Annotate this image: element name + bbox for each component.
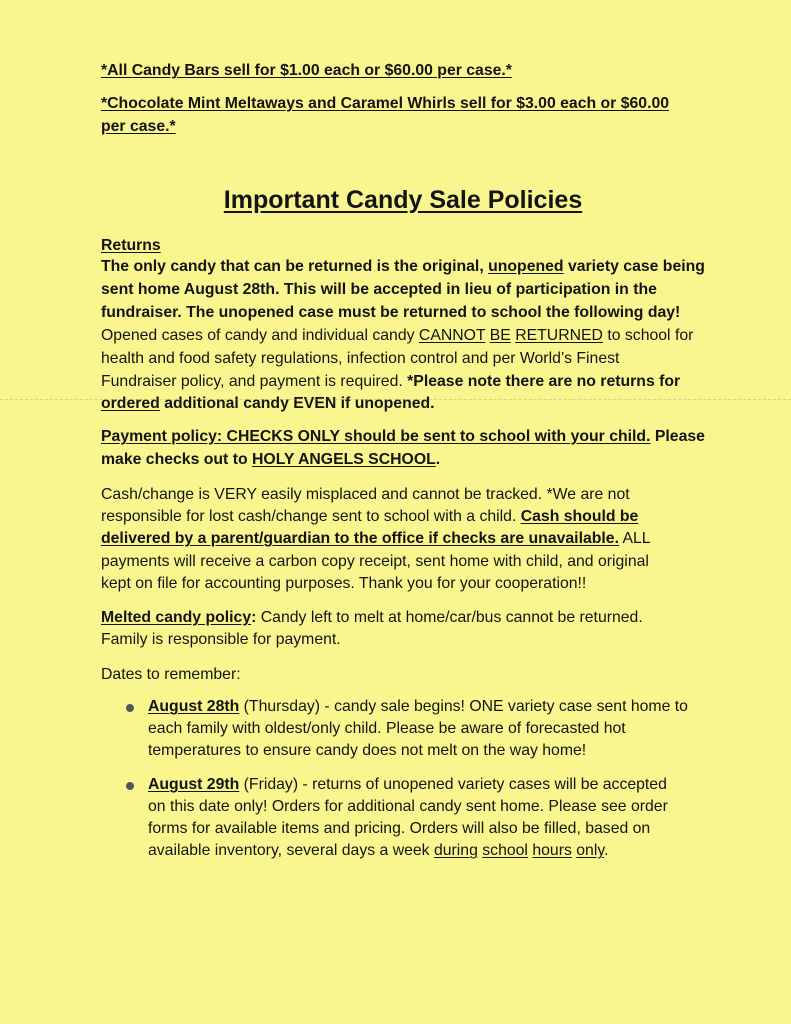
page-title: Important Candy Sale Policies (223, 186, 583, 214)
cash-para-line-2: responsible for lost cash/change sent to school with a child. Cash should be (101, 508, 639, 525)
date-aug29-line-4: available inventory, several days a week during school hours only. (148, 842, 609, 859)
payment-policy-line-1: Payment policy: CHECKS ONLY should be sent to school with your child. Please (101, 428, 705, 445)
returns-line-3: fundraiser. The unopened case must be returned to school the following day! (101, 304, 681, 321)
date-aug29-line-2: on this date only! Orders for additional candy sent home. Please see order (148, 798, 668, 815)
returns-line-6: Fundraiser policy, and payment is required. *Please note there are no returns for (101, 373, 681, 390)
fold-line (0, 399, 791, 400)
date-aug28-line-2: each family with oldest/only child. Please be aware of forecasted hot (148, 720, 626, 737)
cash-para-line-4: payments will receive a carbon copy receipt, sent home with child, and original (101, 553, 649, 570)
cash-para-line-5: kept on file for accounting purposes. Thank you for your cooperation!! (101, 575, 587, 592)
dates-heading: Dates to remember: (101, 666, 241, 683)
mint-caramel-price-line1: *Chocolate Mint Meltaways and Caramel Whirls sell for $3.00 each or $60.00 (101, 95, 670, 112)
returns-line-2: sent home August 28th. This will be accepted in lieu of participation in the (101, 281, 657, 298)
date-aug29-line-1: August 29th (Friday) - returns of unopened variety cases will be accepted (148, 776, 667, 793)
cash-para-line-1: Cash/change is VERY easily misplaced and cannot be tracked. *We are not (101, 486, 630, 503)
bullet-icon (126, 782, 134, 790)
mint-caramel-price-line2: per case.* (101, 118, 176, 135)
returns-heading: Returns (101, 237, 161, 254)
bullet-icon (126, 704, 134, 712)
payment-policy-line-2: make checks out to HOLY ANGELS SCHOOL. (101, 451, 441, 468)
candy-bar-price: *All Candy Bars sell for $1.00 each or $60.00 per case.* (101, 62, 512, 79)
returns-line-7: ordered additional candy EVEN if unopened. (101, 395, 435, 412)
melted-policy-line-2: Family is responsible for payment. (101, 631, 341, 648)
returns-line-4: Opened cases of candy and individual candy CANNOT BE RETURNED to school for (101, 327, 694, 344)
date-aug29-line-3: forms for available items and pricing. Orders will also be filled, based on (148, 820, 651, 837)
melted-policy-line-1: Melted candy policy: Candy left to melt at home/car/bus cannot be returned. (101, 609, 643, 626)
returns-line-1: The only candy that can be returned is the original, unopened variety case being (101, 258, 705, 275)
cash-para-line-3: delivered by a parent/guardian to the office if checks are unavailable. ALL (101, 530, 651, 547)
returns-line-5: health and food safety regulations, infection control and per World’s Finest (101, 350, 620, 367)
date-aug28-line-3: temperatures to ensure candy does not melt on the way home! (148, 742, 587, 759)
date-aug28-line-1: August 28th (Thursday) - candy sale begins! ONE variety case sent home to (148, 698, 688, 715)
